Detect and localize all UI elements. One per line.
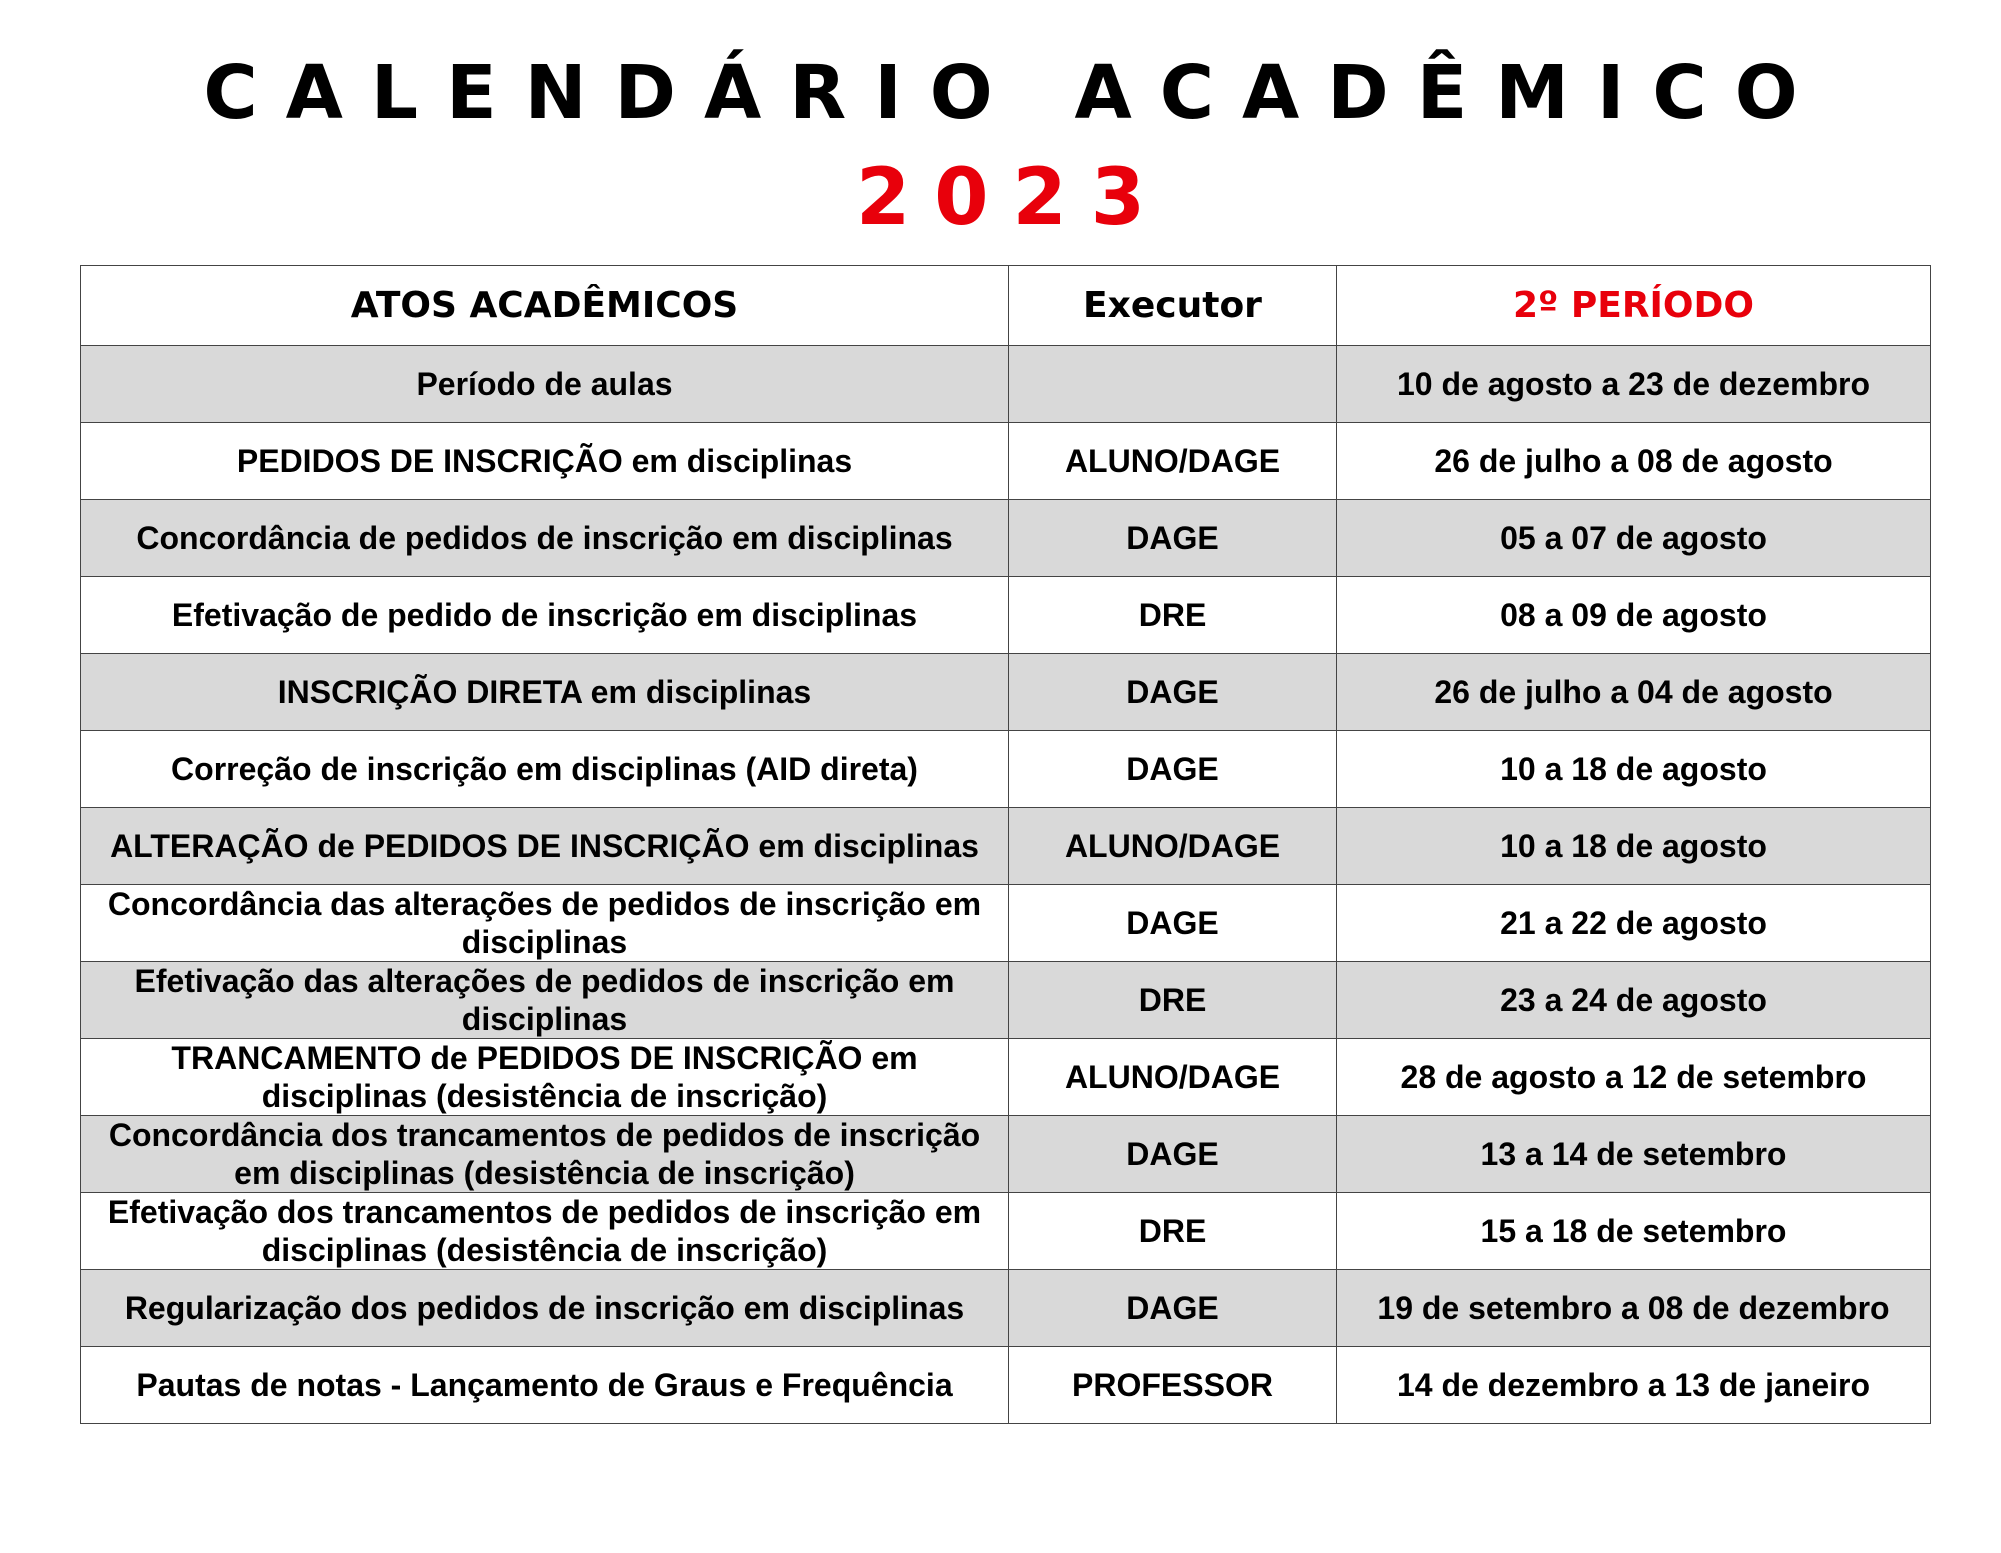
cell-data: 26 de julho a 08 de agosto — [1337, 423, 1931, 500]
header-executor: Executor — [1009, 266, 1337, 346]
cell-data: 26 de julho a 04 de agosto — [1337, 654, 1931, 731]
cell-ato: ALTERAÇÃO de PEDIDOS DE INSCRIÇÃO em disciplinas — [81, 808, 1009, 885]
page-title: CALENDÁRIO ACADÊMICO — [203, 50, 1826, 136]
cell-ato: Concordância das alterações de pedidos de inscrição em disciplinas — [81, 885, 1009, 962]
cell-executor: DAGE — [1009, 1116, 1337, 1193]
header-periodo: 2º PERÍODO — [1337, 266, 1931, 346]
table-row — [81, 1039, 1931, 1116]
cell-ato: Pautas de notas - Lançamento de Graus e Frequência — [81, 1347, 1009, 1424]
table-row — [81, 500, 1931, 577]
cell-data: 14 de dezembro a 13 de janeiro — [1337, 1347, 1931, 1424]
cell-data: 10 a 18 de agosto — [1337, 731, 1931, 808]
cell-data: 08 a 09 de agosto — [1337, 577, 1931, 654]
cell-executor: DAGE — [1009, 654, 1337, 731]
table-row — [81, 731, 1931, 808]
table-row — [81, 808, 1931, 885]
cell-executor: DRE — [1009, 1193, 1337, 1270]
cell-ato: Concordância dos trancamentos de pedidos de inscrição em disciplinas (desistência de inscrição) — [81, 1116, 1009, 1193]
cell-executor: PROFESSOR — [1009, 1347, 1337, 1424]
cell-executor: DRE — [1009, 962, 1337, 1039]
cell-ato: TRANCAMENTO de PEDIDOS DE INSCRIÇÃO em disciplinas (desistência de inscrição) — [81, 1039, 1009, 1116]
table-row — [81, 1193, 1931, 1270]
cell-executor: ALUNO/DAGE — [1009, 423, 1337, 500]
cell-ato: Efetivação das alterações de pedidos de inscrição em disciplinas — [81, 962, 1009, 1039]
cell-ato: Efetivação dos trancamentos de pedidos de inscrição em disciplinas (desistência de inscrição) — [81, 1193, 1009, 1270]
cell-data: 23 a 24 de agosto — [1337, 962, 1931, 1039]
cell-ato: Efetivação de pedido de inscrição em disciplinas — [81, 577, 1009, 654]
table-row — [81, 962, 1931, 1039]
header-atos: ATOS ACADÊMICOS — [81, 266, 1009, 346]
cell-ato: INSCRIÇÃO DIRETA em disciplinas — [81, 654, 1009, 731]
cell-executor: DAGE — [1009, 500, 1337, 577]
cell-ato: PEDIDOS DE INSCRIÇÃO em disciplinas — [81, 423, 1009, 500]
table-row — [81, 1270, 1931, 1347]
cell-executor: ALUNO/DAGE — [1009, 1039, 1337, 1116]
table-row — [81, 423, 1931, 500]
cell-data: 15 a 18 de setembro — [1337, 1193, 1931, 1270]
cell-executor: DAGE — [1009, 885, 1337, 962]
table-row — [81, 346, 1931, 423]
cell-executor: ALUNO/DAGE — [1009, 808, 1337, 885]
academic-calendar-table — [80, 265, 1931, 1424]
table-row — [81, 577, 1931, 654]
cell-ato: Período de aulas — [81, 346, 1009, 423]
cell-ato: Regularização dos pedidos de inscrição em disciplinas — [81, 1270, 1009, 1347]
cell-executor — [1009, 346, 1337, 423]
cell-data: 28 de agosto a 12 de setembro — [1337, 1039, 1931, 1116]
table-row — [81, 1347, 1931, 1424]
table-row — [81, 1116, 1931, 1193]
table-row — [81, 885, 1931, 962]
cell-data: 13 a 14 de setembro — [1337, 1116, 1931, 1193]
table-header-row — [81, 266, 1931, 346]
cell-data: 05 a 07 de agosto — [1337, 500, 1931, 577]
cell-executor: DAGE — [1009, 731, 1337, 808]
cell-executor: DAGE — [1009, 1270, 1337, 1347]
cell-data: 19 de setembro a 08 de dezembro — [1337, 1270, 1931, 1347]
cell-data: 21 a 22 de agosto — [1337, 885, 1931, 962]
cell-data: 10 de agosto a 23 de dezembro — [1337, 346, 1931, 423]
table-row — [81, 654, 1931, 731]
cell-ato: Concordância de pedidos de inscrição em disciplinas — [81, 500, 1009, 577]
cell-data: 10 a 18 de agosto — [1337, 808, 1931, 885]
cell-ato: Correção de inscrição em disciplinas (AID direta) — [81, 731, 1009, 808]
cell-executor: DRE — [1009, 577, 1337, 654]
page-year: 2023 — [855, 153, 1170, 243]
